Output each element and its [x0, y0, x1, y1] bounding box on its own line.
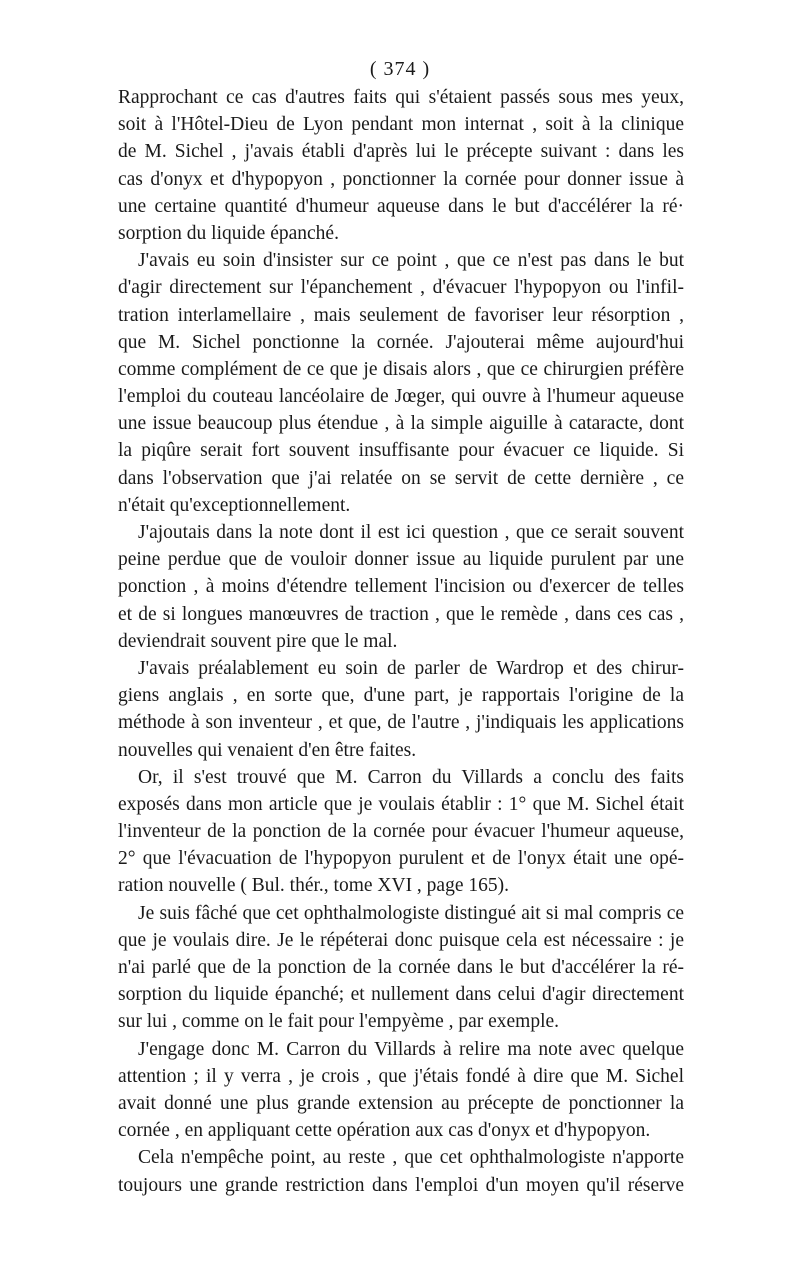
text-line: ponction , à moins d'étendre tellement l'incision ou d'exercer de telles: [118, 576, 684, 598]
text-line: avait donné une plus grande extension au précepte de ponctionner la: [118, 1092, 684, 1114]
text-line: soit à l'Hôtel-Dieu de Lyon pendant mon internat , soit à la clinique: [118, 114, 684, 136]
text-line: une issue beaucoup plus étendue , à la simple aiguille à cataracte, dont: [118, 413, 684, 435]
text-line: cornée , en appliquant cette opération aux cas d'onyx et d'hypopyon.: [118, 1120, 651, 1142]
text-line: ration nouvelle ( Bul. thér., tome XVI , page 165).: [118, 875, 509, 897]
text-line: n'était qu'exceptionnellement.: [118, 494, 351, 516]
text-line: Je suis fâché que cet ophthalmologiste distingué ait si mal compris ce: [138, 902, 684, 924]
text-line: comme complément de ce que je disais alors , que ce chirurgien préfère: [118, 358, 684, 380]
text-line: J'engage donc M. Carron du Villards à relire ma note avec quelque: [138, 1038, 684, 1060]
text-line: J'avais eu soin d'insister sur ce point , que ce n'est pas dans le but: [138, 250, 684, 272]
text-line: deviendrait souvent pire que le mal.: [118, 630, 398, 652]
text-line: Or, il s'est trouvé que M. Carron du Villards a conclu des faits: [138, 766, 684, 788]
text-line: J'avais préalablement eu soin de parler de Wardrop et des chirur-: [138, 657, 684, 679]
text-line: de M. Sichel , j'avais établi d'après lui le précepte suivant : dans les: [118, 141, 684, 163]
page-number: ( 374 ): [369, 58, 431, 80]
text-line: sur lui , comme on le fait pour l'empyème , par exemple.: [118, 1011, 560, 1033]
text-line: l'emploi du couteau lancéolaire de Jœger, qui ouvre à l'humeur aqueuse: [118, 386, 684, 408]
text-line: J'ajoutais dans la note dont il est ici question , que ce serait souvent: [138, 522, 684, 543]
text-line: dans l'observation que j'ai relatée on se servit de cette dernière , ce: [118, 467, 684, 489]
text-line: sorption du liquide épanché.: [118, 222, 339, 244]
text-line: cas d'onyx et d'hypopyon , ponctionner la cornée pour donner issue à: [118, 168, 684, 190]
text-line: méthode à son inventeur , et que, de l'autre , j'indiquais les applications: [118, 712, 684, 734]
text-line: peine perdue que de vouloir donner issue au liquide purulent par une: [118, 549, 684, 571]
text-line: l'inventeur de la ponction de la cornée pour évacuer l'humeur aqueuse,: [118, 821, 684, 843]
text-line: toujours une grande restriction dans l'emploi d'un moyen qu'il réserve: [118, 1174, 684, 1196]
text-line: tration interlamellaire , mais seulement de favoriser leur résorption ,: [118, 304, 684, 326]
text-line: exposés dans mon article que je voulais établir : 1° que M. Sichel était: [118, 793, 684, 815]
text-line: nouvelles qui venaient d'en être faites.: [118, 739, 417, 761]
text-line: d'agir directement sur l'épanchement , d'évacuer l'hypopyon ou l'infil-: [118, 277, 684, 299]
text-line: et de si longues manœuvres de traction , que le remède , dans ces cas ,: [118, 603, 684, 625]
text-line: giens anglais , en sorte que, d'une part, je rapportais l'origine de la: [118, 685, 684, 707]
text-line: Cela n'empêche point, au reste , que cet ophthalmologiste n'apporte: [138, 1147, 684, 1169]
text-line: Rapprochant ce cas d'autres faits qui s'étaient passés sous mes yeux,: [118, 87, 684, 108]
text-line: sorption du liquide épanché; et nullement dans celui d'agir directement: [118, 984, 684, 1006]
text-line: une certaine quantité d'humeur aqueuse dans le but d'accélérer la ré·: [118, 195, 684, 217]
text-line: que M. Sichel ponctionne la cornée. J'ajouterai même aujourd'hui: [118, 331, 684, 353]
text-line: attention ; il y verra , je crois , que j'étais fondé à dire que M. Sichel: [118, 1065, 684, 1087]
body-text: [118, 84, 684, 1199]
text-line: que je voulais dire. Je le répéterai donc puisque cela est nécessaire : je: [118, 929, 684, 951]
text-line: la piqûre serait fort souvent insuffisante pour évacuer ce liquide. Si: [118, 440, 684, 462]
text-line: n'ai parlé que de la ponction de la cornée dans le but d'accélérer la ré-: [118, 957, 684, 978]
text-line: 2° que l'évacuation de l'hypopyon purulent et de l'onyx était une opé-: [118, 848, 684, 870]
